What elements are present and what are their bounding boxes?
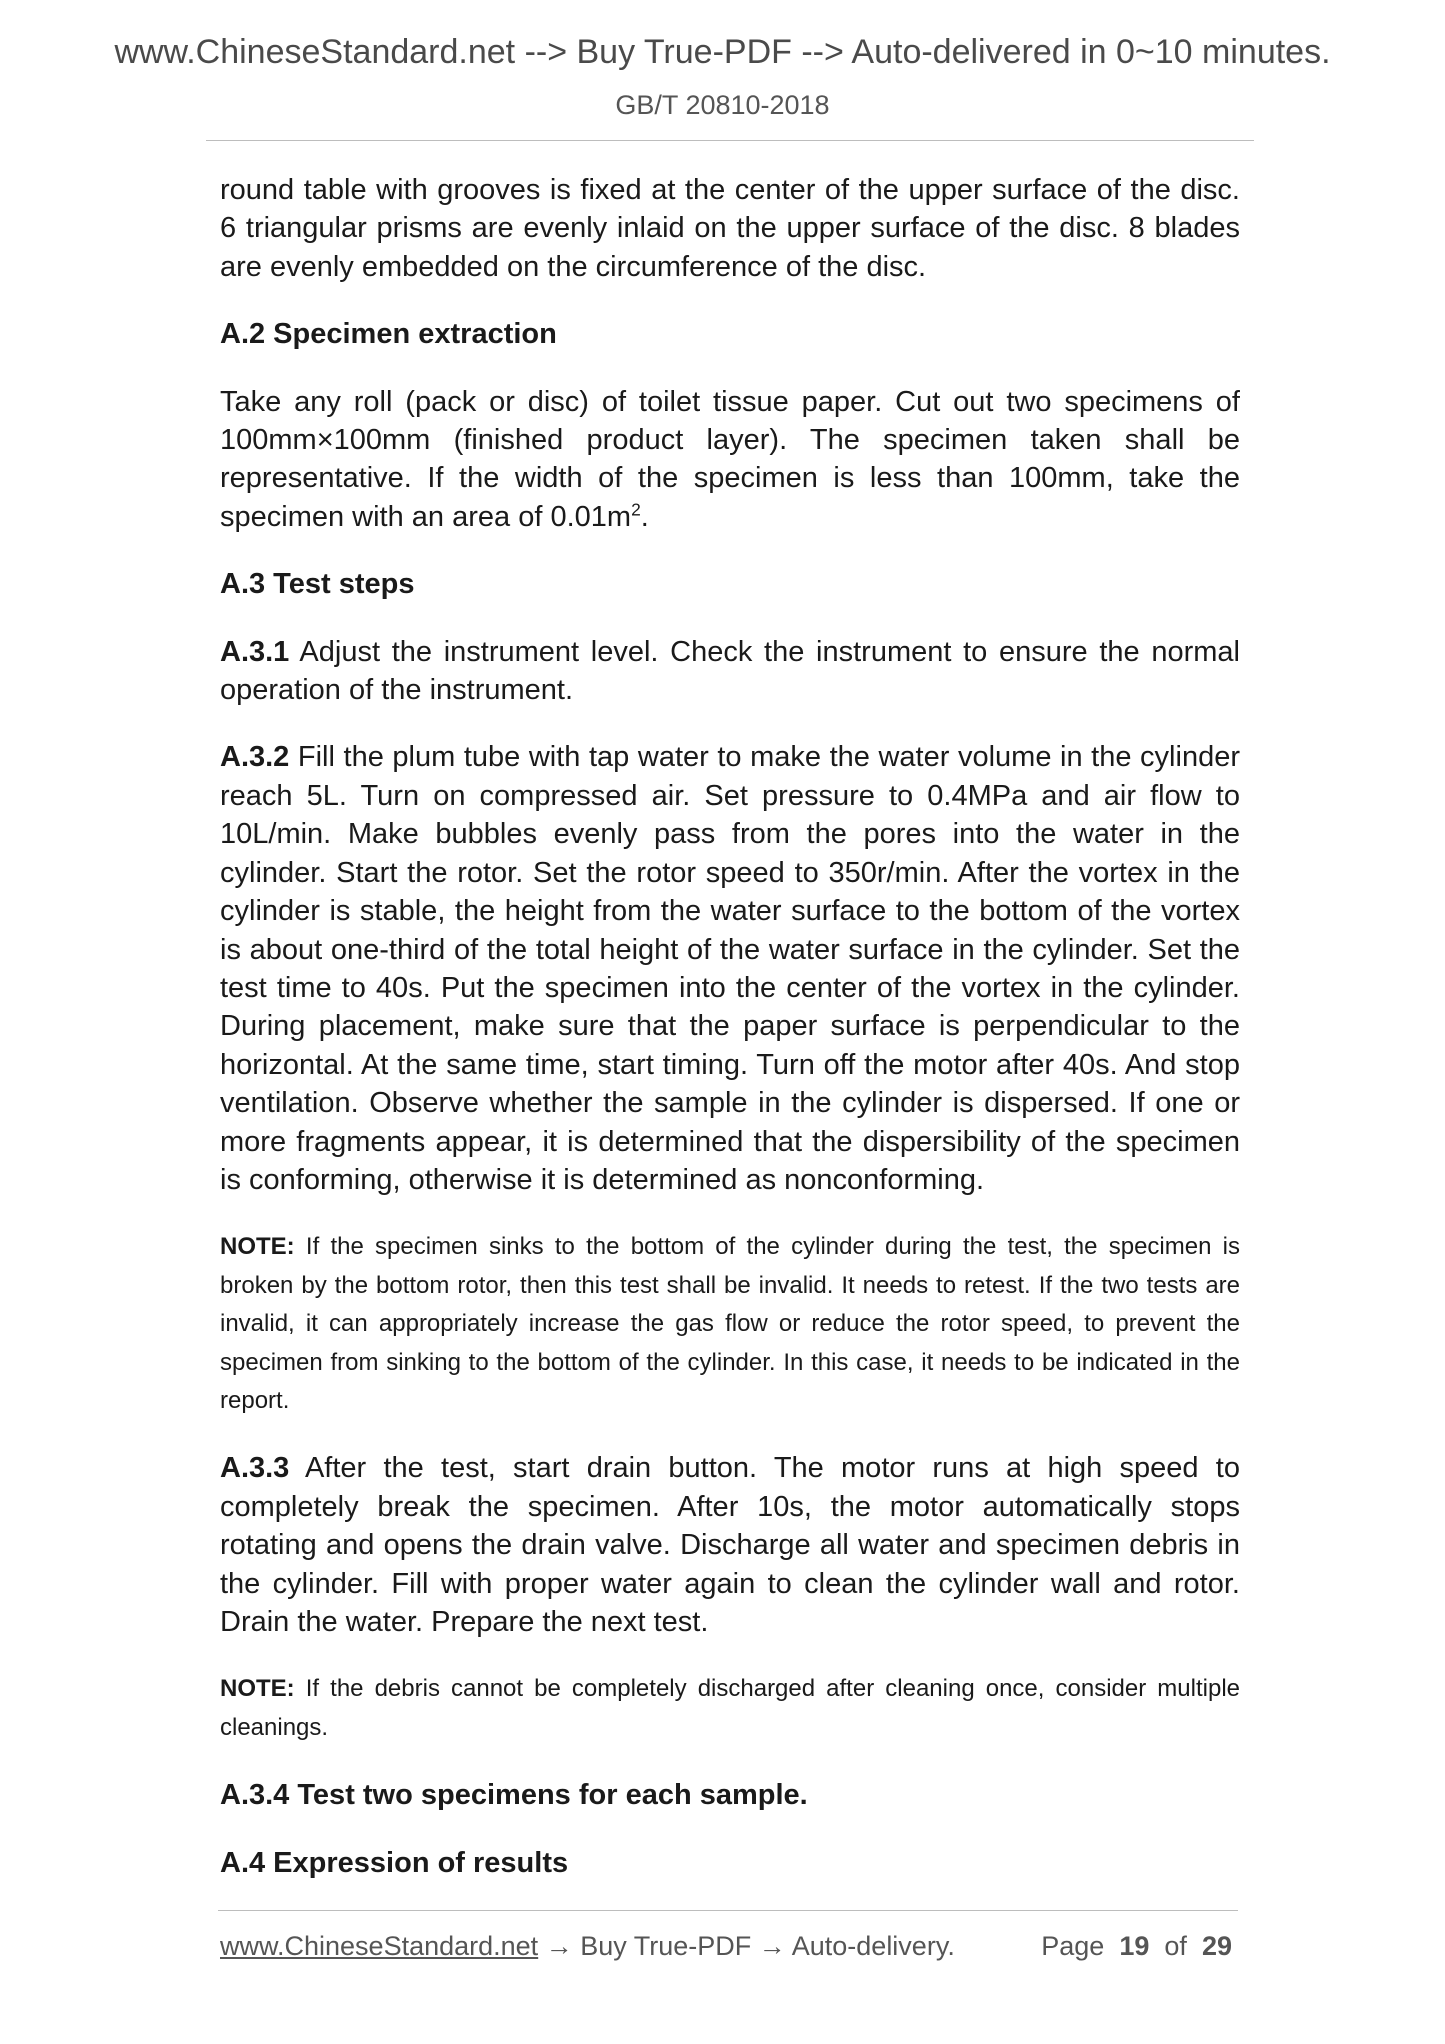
page-word: Page — [1041, 1931, 1105, 1961]
top-banner: www.ChineseStandard.net --> Buy True-PDF --> Auto-delivered in 0~10 minutes. — [114, 33, 1331, 71]
footer-divider — [218, 1910, 1238, 1911]
note-label: NOTE: — [220, 1233, 295, 1261]
clause-text: Fill the plum tube with tap water to make the water volume in the cylinder reach 5L. Turn on compressed air. Set pressure to 0.4MPa and air flow to 10L/min. Make bubbles evenly pass from the pores into the water in the cylinder. Start the rotor. Set the rotor speed to 350r/min. After the vortex in the cylinder is stable, the height from the water surface to the bottom of the vortex is about one-third of the total height of the water surface in the cylinder. Set the test time to 40s. Put the specimen into the center of the vortex in the cylinder. During placement, make sure that the paper surface is perpendicular to the horizontal. At the same time, start timing. Turn off the motor after 40s. And stop ventilation. Observe whether the sample in the cylinder is dispersed. If one or more fragments appear, it is determined that the dispersibility of the specimen is conforming, otherwise it is determined as nonconforming. — [220, 741, 1240, 1196]
clause-a33 — [220, 1449, 1240, 1641]
footer-left — [220, 1926, 955, 1966]
page-footer — [220, 1926, 1232, 1966]
superscript: 2 — [631, 499, 641, 520]
section-a2-text: Take any roll (pack or disc) of toilet tissue paper. Cut out two specimens of 100mm×100mm (finished product layer). The specimen taken shall be representative. If the width of the specimen is less than 100mm, take the specimen with an area of 0.01m — [220, 385, 1240, 533]
clause-text: After the test, start drain button. The motor runs at high speed to completely break the specimen. After 10s, the motor automatically stops rotating and opens the drain valve. Discharge all water and specimen debris in the cylinder. Fill with proper water again to clean the cylinder wall and rotor. Drain the water. Prepare the next test. — [220, 1452, 1240, 1638]
clause-a32 — [220, 738, 1240, 1199]
header-divider — [206, 140, 1254, 141]
page-indicator — [1041, 1926, 1232, 1966]
of-word: of — [1164, 1931, 1187, 1961]
clause-a31 — [220, 633, 1240, 710]
page-content — [220, 171, 1240, 1911]
footer-site-link[interactable]: www.ChineseStandard.net — [220, 1931, 539, 1961]
section-a2-paragraph — [220, 383, 1240, 537]
clause-label: A.3.1 — [220, 635, 290, 668]
footer-tagline: → Buy True-PDF → Auto-delivery. — [538, 1931, 955, 1961]
note-text: If the specimen sinks to the bottom of the cylinder during the test, the specimen is broken by the bottom rotor, then this test shall be invalid. It needs to retest. If the two tests are invalid, it can appropriately increase the gas flow or reduce the rotor speed, to prevent the specimen from sinking to the bottom of the cylinder. In this case, it needs to be indicated in the report. — [220, 1233, 1240, 1414]
clause-a34-heading: A.3.4 Test two specimens for each sample. — [220, 1779, 808, 1812]
note-1 — [220, 1228, 1240, 1420]
period: . — [640, 500, 649, 533]
total-pages: 29 — [1201, 1931, 1232, 1961]
note-text: If the debris cannot be completely discharged after cleaning once, consider multiple cleanings. — [220, 1675, 1240, 1741]
section-a4-heading: A.4 Expression of results — [220, 1846, 569, 1879]
clause-text: Adjust the instrument level. Check the instrument to ensure the normal operation of the instrument. — [220, 635, 1240, 707]
section-a3-heading: A.3 Test steps — [220, 568, 415, 601]
note-2 — [220, 1670, 1240, 1747]
clause-label: A.3.2 — [220, 741, 290, 774]
intro-paragraph: round table with grooves is fixed at the center of the upper surface of the disc. 6 triangular prisms are evenly inlaid on the upper surface of the disc. 8 blades are evenly embedded on the circumference of the disc. — [220, 174, 1240, 283]
standard-code: GB/T 20810-2018 — [615, 90, 830, 120]
clause-label: A.3.3 — [220, 1452, 290, 1485]
note-label: NOTE: — [220, 1675, 295, 1703]
page-number: 19 — [1119, 1931, 1150, 1961]
section-a2-heading: A.2 Specimen extraction — [220, 318, 557, 351]
